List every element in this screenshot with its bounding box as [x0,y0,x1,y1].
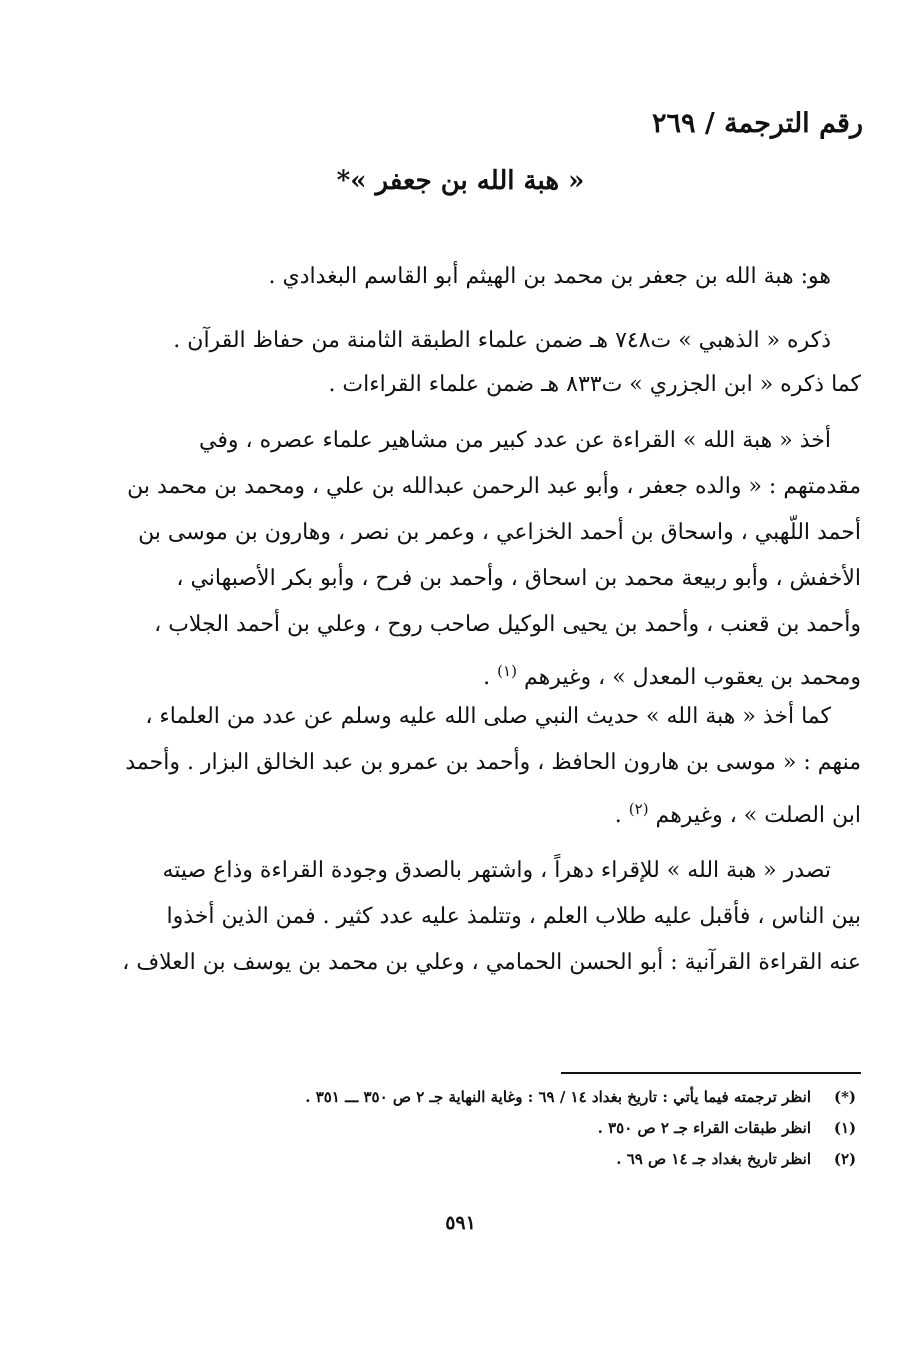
footnotes-list [61,1082,861,1175]
footnote-reference[interactable]: (٢) [628,800,649,818]
page-number: ٥٩١ [445,1212,476,1234]
text-line: مقدمتهم : « والده جعفر ، وأبو عبد الرحمن عبدالله بن علي ، ومحمد بن محمد بن [127,474,861,499]
text-line: منهم : « موسى بن هارون الحافظ ، وأحمد بن عمرو بن عبد الخالق البزار . وأحمد [125,750,861,775]
intro-line: هو: هبة الله بن جعفر بن محمد بن الهيثم أبو القاسم البغدادي . [268,264,831,289]
text-line: عنه القراءة القرآنية : أبو الحسن الحمامي ، وعلي بن محمد بن يوسف بن العلاف ، [122,950,861,975]
footnote-separator [561,1072,861,1074]
teachers-paragraph [61,418,861,701]
text-fragment: . [614,803,629,828]
footnote-text: انظر ترجمته فيما يأتي : تاريخ بغداد ١٤ / ٦٩ : وغاية النهاية جـ ٢ ص ٣٥٠ ـــ ٣٥١ . [305,1088,811,1106]
footnote-mark: (*) [833,1088,857,1106]
jazari-paragraph [61,362,861,408]
footnote-mark: (١) [833,1119,857,1137]
text-fragment: ومحمد بن يعقوب المعدل » ، وغيرهم [523,665,861,690]
text-line: أحمد اللّهبي ، واسحاق بن أحمد الخزاعي ، وعمر بن نصر ، وهارون بن موسى بن [138,520,861,545]
footnote-item [61,1144,861,1175]
footnote-text: انظر تاريخ بغداد جـ ١٤ ص ٦٩ . [616,1150,811,1168]
footnote-text: انظر طبقات القراء جـ ٢ ص ٣٥٠ . [597,1119,811,1137]
biography-number-heading: رقم الترجمة / ٢٦٩ [651,108,863,139]
text-line: بين الناس ، فأقبل عليه طلاب العلم ، وتتلمذ عليه عدد كثير . فمن الذين أخذوا [166,904,861,929]
footnote-mark: (٢) [833,1150,857,1168]
footnote-item [61,1113,861,1144]
hadith-paragraph [61,694,861,839]
footnote-item [61,1082,861,1113]
dhahabi-line: ذكره « الذهبي » ت٧٤٨ هـ ضمن علماء الطبقة الثامنة من حفاظ القرآن . [173,328,831,353]
text-line: الأخفش ، وأبو ربيعة محمد بن اسحاق ، وأحمد بن فرح ، وأبو بكر الأصبهاني ، [176,566,861,591]
text-line: تصدر « هبة الله » للإقراء دهراً ، واشتهر بالصدق وجودة القراءة وذاع صيته [162,858,831,883]
career-paragraph [61,848,861,986]
jazari-line: كما ذكره « ابن الجزري » ت٨٣٣ هـ ضمن علماء القراءات . [328,372,861,397]
text-line: وأحمد بن قعنب ، وأحمد بن يحيى الوكيل صاحب روح ، وعلي بن أحمد الجلاب ، [154,612,861,637]
intro-paragraph [31,254,861,300]
text-line: كما أخذ « هبة الله » حديث النبي صلى الله عليه وسلم عن عدد من العلماء ، [145,704,831,729]
text-line: أخذ « هبة الله » القراءة عن عدد كبير من مشاهير علماء عصره ، وفي [199,428,831,453]
dhahabi-paragraph [31,318,861,364]
text-fragment: . [483,665,498,690]
footnote-reference[interactable]: (١) [497,662,517,680]
biography-title: « هبة الله بن جعفر »* [336,166,585,196]
text-line-last [61,786,861,839]
text-fragment: ابن الصلت » ، وغيرهم [655,803,861,828]
